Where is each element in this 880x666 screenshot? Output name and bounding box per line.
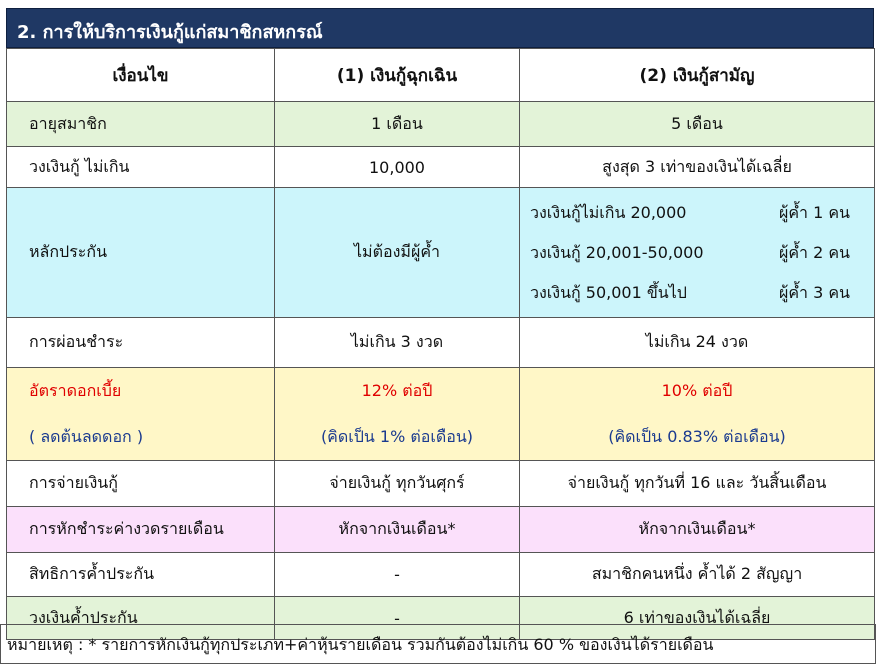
normal-value: สูงสุด 3 เท่าของเงินได้เฉลี่ย (520, 147, 875, 188)
normal-value: 6 เท่าของเงินได้เฉลี่ย (520, 597, 875, 640)
header-emergency-loan: (1) เงินกู้ฉุกเฉิน (275, 49, 520, 102)
row-label: หลักประกัน (7, 188, 275, 318)
emergency-value: 1 เดือน (275, 102, 520, 147)
footnote: หมายเหตุ : * รายการหักเงินกู้ทุกประเภท+ค่าหุ้นรายเดือน รวมกันต้องไม่เกิน 60 % ของเงินได้รายเดือน (0, 624, 876, 664)
normal-rate-sub: (คิดเป็น 0.83% ต่อเดือน) (608, 427, 786, 446)
header-row (7, 49, 875, 102)
normal-value: 5 เดือน (520, 102, 875, 147)
collateral-range: วงเงินกู้ 50,001 ขึ้นไป (530, 282, 687, 302)
emergency-rate: 12% ต่อปี (361, 381, 433, 400)
emergency-value: 10,000 (275, 147, 520, 188)
emergency-value: ไม่ต้องมีผู้ค้ำ (275, 188, 520, 318)
row-limit (7, 147, 875, 188)
emergency-value: - (275, 597, 520, 640)
collateral-tier (530, 193, 864, 233)
row-label: การจ่ายเงินกู้ (7, 461, 275, 507)
row-label: การผ่อนชำระ (7, 318, 275, 368)
section-title-bar (6, 8, 874, 48)
row-sublabel: ( ลดต้นลดดอก ) (29, 427, 144, 446)
emergency-value: - (275, 553, 520, 597)
loan-conditions-table (6, 48, 875, 640)
normal-interest-cell (520, 368, 875, 461)
collateral-tier (530, 233, 864, 273)
interest-label-cell (7, 368, 275, 461)
row-label: อายุสมาชิก (7, 102, 275, 147)
emergency-value: ไม่เกิน 3 งวด (275, 318, 520, 368)
collateral-range: วงเงินกู้ไม่เกิน 20,000 (530, 202, 687, 222)
row-label: การหักชำระค่างวดรายเดือน (7, 507, 275, 553)
normal-value: จ่ายเงินกู้ ทุกวันที่ 16 และ วันสิ้นเดือน (520, 461, 875, 507)
normal-collateral-list (520, 188, 875, 318)
row-interest (7, 368, 875, 461)
row-collateral (7, 188, 875, 318)
section-title: 2. การให้บริการเงินกู้แก่สมาชิกสหกรณ์ (17, 22, 323, 43)
row-installments (7, 318, 875, 368)
emergency-interest-cell (275, 368, 520, 461)
collateral-range: วงเงินกู้ 20,001-50,000 (530, 242, 704, 262)
emergency-value: จ่ายเงินกู้ ทุกวันศุกร์ (275, 461, 520, 507)
row-label: อัตราดอกเบี้ย (29, 381, 122, 400)
row-guarantee-right (7, 553, 875, 597)
emergency-rate-sub: (คิดเป็น 1% ต่อเดือน) (320, 427, 474, 446)
normal-value: ไม่เกิน 24 งวด (520, 318, 875, 368)
row-membership (7, 102, 875, 147)
collateral-guarantor: ผู้ค้ำ 2 คน (778, 242, 850, 262)
row-label: สิทธิการค้ำประกัน (7, 553, 275, 597)
header-condition: เงื่อนไข (7, 49, 275, 102)
normal-value: หักจากเงินเดือน* (520, 507, 875, 553)
normal-rate: 10% ต่อปี (661, 381, 733, 400)
row-deduction (7, 507, 875, 553)
row-label: วงเงินค้ำประกัน (7, 597, 275, 640)
collateral-tier (530, 273, 864, 313)
header-normal-loan: (2) เงินกู้สามัญ (520, 49, 875, 102)
emergency-value: หักจากเงินเดือน* (275, 507, 520, 553)
row-disbursement (7, 461, 875, 507)
collateral-guarantor: ผู้ค้ำ 3 คน (778, 282, 850, 302)
row-label: วงเงินกู้ ไม่เกิน (7, 147, 275, 188)
normal-value: สมาชิกคนหนึ่ง ค้ำได้ 2 สัญญา (520, 553, 875, 597)
collateral-guarantor: ผู้ค้ำ 1 คน (778, 202, 850, 222)
